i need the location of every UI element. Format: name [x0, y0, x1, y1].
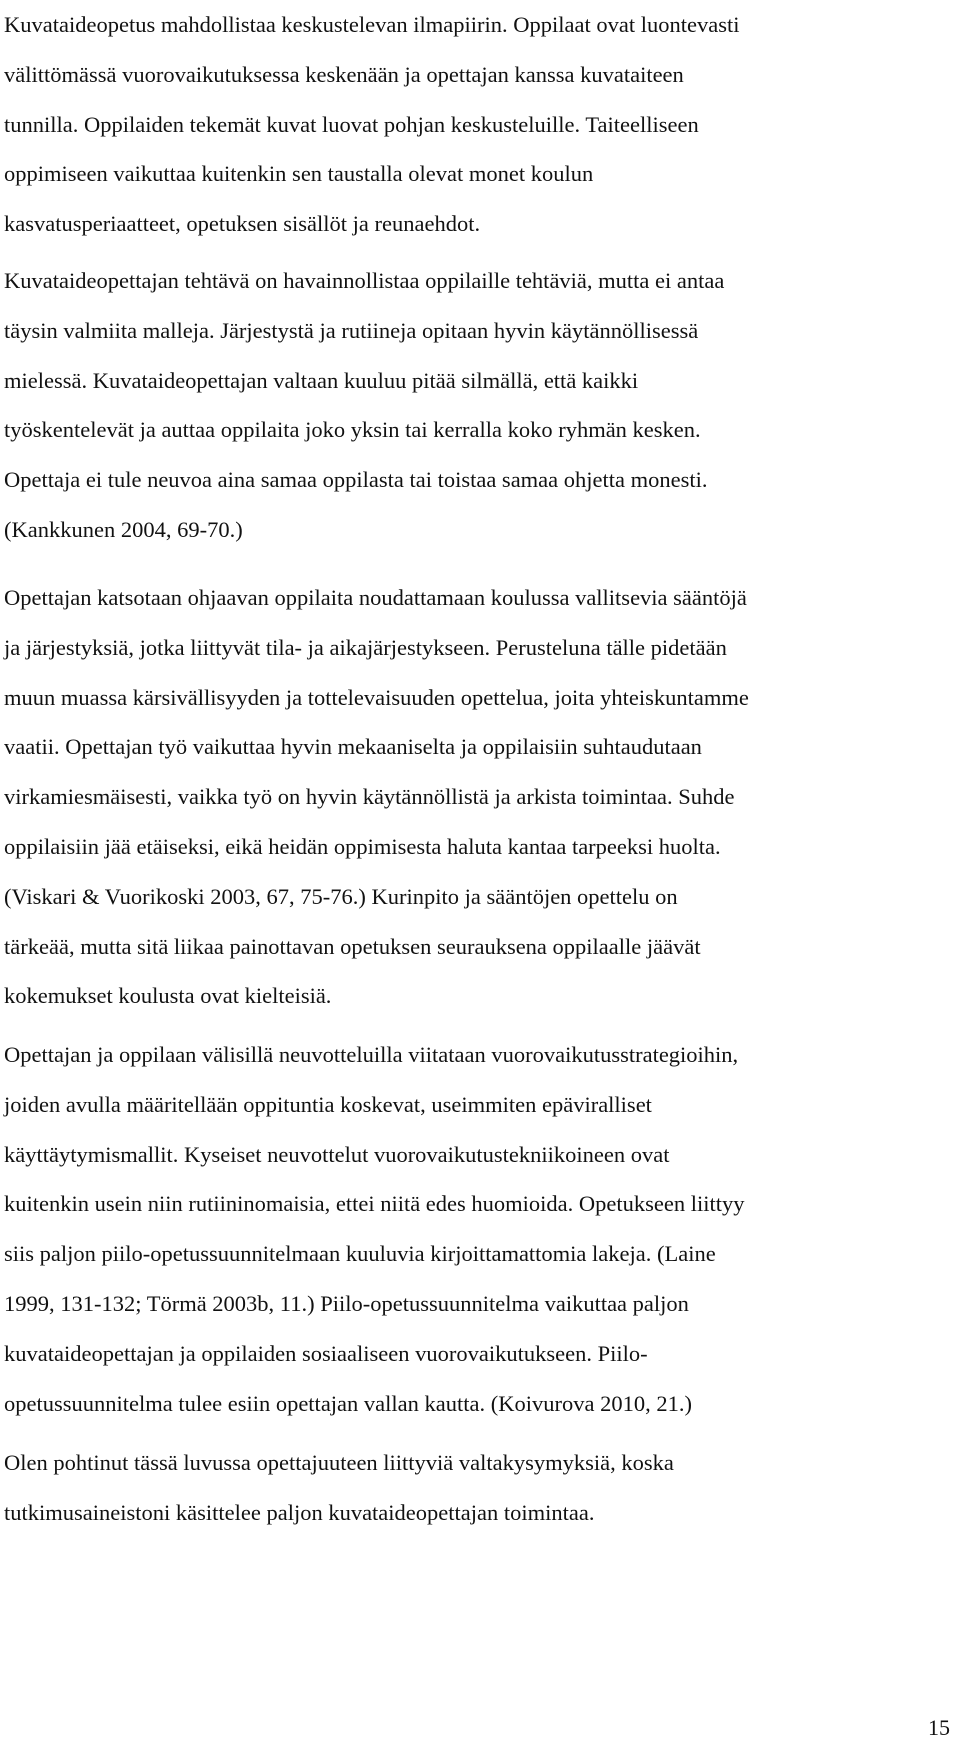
paragraph-line: muun muassa kärsivällisyyden ja tottelevaisuuden opettelua, joita yhteiskuntamme [4, 684, 749, 710]
paragraph-1 [4, 0, 956, 249]
page-number: 15 [928, 1715, 950, 1740]
paragraph-line: opetussuunnitelma tulee esiin opettajan vallan kautta. (Koivurova 2010, 21.) [4, 1390, 692, 1416]
paragraph-line: ja järjestyksiä, jotka liittyvät tila- ja aikajärjestykseen. Perusteluna tälle pidetään [4, 634, 727, 660]
paragraph-line: vaatii. Opettajan työ vaikuttaa hyvin mekaaniselta ja oppilaisiin suhtaudutaan [4, 734, 702, 760]
paragraph-line: Opettaja ei tule neuvoa aina samaa oppilasta tai toistaa samaa ohjetta monesti. [4, 467, 708, 493]
paragraph-line: mielessä. Kuvataideopettajan valtaan kuuluu pitää silmällä, että kaikki [4, 367, 639, 393]
paragraph-line: kuvataideopettajan ja oppilaiden sosiaaliseen vuorovaikutukseen. Piilo- [4, 1340, 648, 1366]
paragraph-line: kokemukset koulusta ovat kielteisiä. [4, 983, 332, 1009]
paragraph-line: tunnilla. Oppilaiden tekemät kuvat luovat pohjan keskusteluille. Taiteelliseen [4, 111, 699, 137]
paragraph-line: virkamiesmäisesti, vaikka työ on hyvin käytännöllistä ja arkista toimintaa. Suhde [4, 784, 735, 810]
paragraph-line: oppimiseen vaikuttaa kuitenkin sen taustalla olevat monet koulun [4, 161, 594, 187]
paragraph-line: (Kankkunen 2004, 69-70.) [4, 516, 243, 542]
paragraph-line: Kuvataideopettajan tehtävä on havainnollistaa oppilaille tehtäviä, mutta ei antaa [4, 268, 725, 293]
paragraph-line: työskentelevät ja auttaa oppilaita joko yksin tai kerralla koko ryhmän kesken. [4, 417, 701, 443]
paragraph-line: täysin valmiita malleja. Järjestystä ja rutiineja opitaan hyvin käytännöllisessä [4, 317, 699, 343]
paragraph-line: kuitenkin usein niin rutiininomaisia, ettei niitä edes huomioida. Opetukseen liittyy [4, 1191, 745, 1217]
paragraph-2 [4, 256, 956, 555]
paragraph-line: Opettajan katsotaan ohjaavan oppilaita noudattamaan koulussa vallitsevia sääntöjä [4, 585, 747, 610]
paragraph-line: välittömässä vuorovaikutuksessa keskenään ja opettajan kanssa kuvataiteen [4, 61, 684, 87]
paragraph-line: kasvatusperiaatteet, opetuksen sisällöt ja reunaehdot. [4, 211, 481, 237]
paragraph-line: (Viskari & Vuorikoski 2003, 67, 75-76.) Kurinpito ja sääntöjen opettelu on [4, 883, 678, 909]
paragraph-3 [4, 573, 956, 1021]
paragraph-line: 1999, 131-132; Törmä 2003b, 11.) Piilo-opetussuunnitelma vaikuttaa paljon [4, 1290, 689, 1316]
paragraph-line: tutkimusaineistoni käsittelee paljon kuvataideopettajan toimintaa. [4, 1499, 595, 1525]
paragraph-line: Opettajan ja oppilaan välisillä neuvotteluilla viitataan vuorovaikutusstrategioihin, [4, 1042, 739, 1067]
paragraph-line: siis paljon piilo-opetussuunnitelmaan kuuluvia kirjoittamattomia lakeja. (Laine [4, 1241, 716, 1267]
paragraph-line: tärkeää, mutta sitä liikaa painottavan opetuksen seurauksena oppilaalle jäävät [4, 933, 701, 959]
paragraph-line: käyttäytymismallit. Kyseiset neuvottelut vuorovaikutustekniikoineen ovat [4, 1141, 670, 1167]
paragraph-line: joiden avulla määritellään oppituntia koskevat, useimmiten epäviralliset [4, 1091, 652, 1117]
paragraph-5 [4, 1438, 956, 1538]
paragraph-line: Kuvataideopetus mahdollistaa keskustelevan ilmapiirin. Oppilaat ovat luontevasti [4, 12, 740, 37]
paragraph-4 [4, 1030, 956, 1428]
paragraph-line: Olen pohtinut tässä luvussa opettajuuteen liittyviä valtakysymyksiä, koska [4, 1450, 674, 1475]
paragraph-line: oppilaisiin jää etäiseksi, eikä heidän oppimisesta haluta kantaa tarpeeksi huolta. [4, 833, 721, 859]
